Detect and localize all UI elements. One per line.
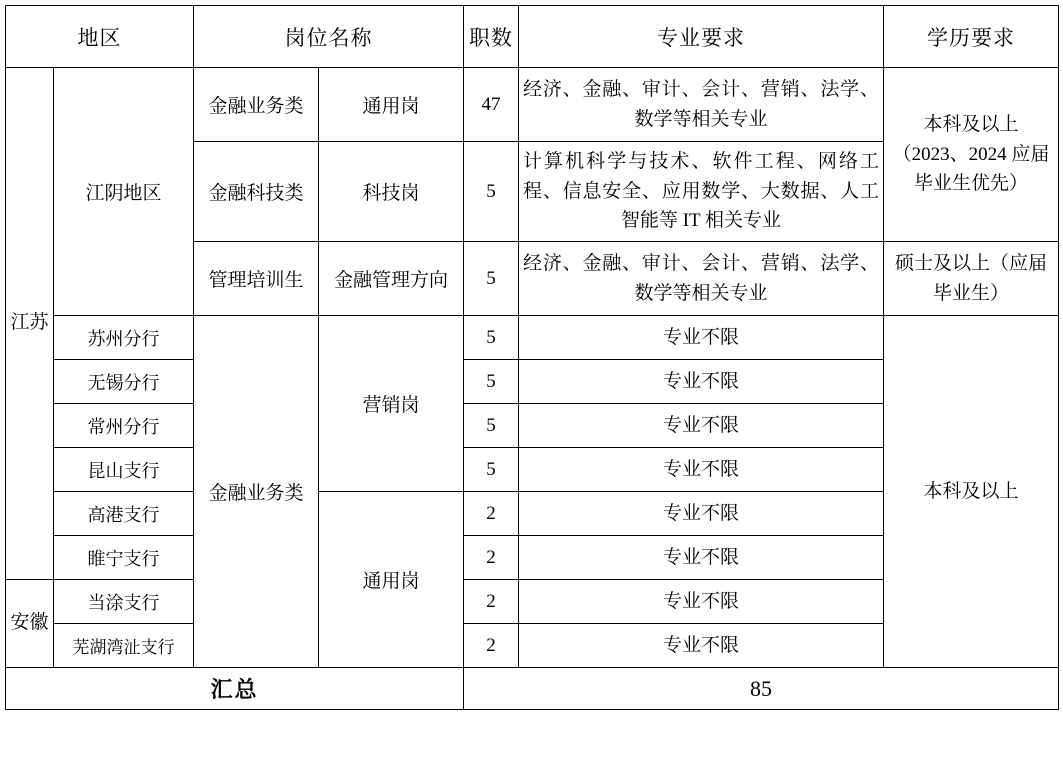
count-jiangyin-tech: 5 — [464, 142, 519, 242]
post-type-fintech: 金融科技类 — [194, 142, 319, 242]
province-jiangsu: 江苏 — [6, 68, 54, 580]
area-wuhuwanzhi: 芜湖湾沚支行 — [54, 624, 194, 668]
table-row — [6, 316, 1059, 360]
recruitment-table-page — [0, 5, 1063, 762]
total-label: 汇总 — [6, 668, 464, 710]
count-suzhou: 5 — [464, 316, 519, 360]
area-wuxi: 无锡分行 — [54, 360, 194, 404]
count-wuxi: 5 — [464, 360, 519, 404]
header-education: 学历要求 — [884, 6, 1059, 68]
area-suining: 睢宁支行 — [54, 536, 194, 580]
area-dangtu: 当涂支行 — [54, 580, 194, 624]
count-kunshan: 5 — [464, 448, 519, 492]
post-name-marketing: 营销岗 — [319, 316, 464, 492]
count-wuhuwanzhi: 2 — [464, 624, 519, 668]
header-post-name: 岗位名称 — [194, 6, 464, 68]
count-gaogang: 2 — [464, 492, 519, 536]
area-jiangyin: 江阴地区 — [54, 68, 194, 316]
post-name-general: 通用岗 — [319, 68, 464, 142]
education-bachelor-pref: 本科及以上（2023、2024 应届毕业生优先） — [884, 68, 1059, 242]
header-major: 专业要求 — [519, 6, 884, 68]
count-dangtu: 2 — [464, 580, 519, 624]
area-changzhou: 常州分行 — [54, 404, 194, 448]
major-unlimited: 专业不限 — [519, 404, 884, 448]
major-trainee: 经济、金融、审计、会计、营销、法学、数学等相关专业 — [519, 242, 884, 316]
count-changzhou: 5 — [464, 404, 519, 448]
recruitment-table — [5, 5, 1059, 710]
major-business: 经济、金融、审计、会计、营销、法学、数学等相关专业 — [519, 68, 884, 142]
major-unlimited: 专业不限 — [519, 360, 884, 404]
area-gaogang: 高港支行 — [54, 492, 194, 536]
post-type-finance-business: 金融业务类 — [194, 68, 319, 142]
table-header-row — [6, 6, 1059, 68]
education-bachelor: 本科及以上 — [884, 316, 1059, 668]
major-unlimited: 专业不限 — [519, 536, 884, 580]
major-unlimited: 专业不限 — [519, 448, 884, 492]
table-row — [6, 68, 1059, 142]
count-jiangyin-trainee: 5 — [464, 242, 519, 316]
table-total-row — [6, 668, 1059, 710]
total-value: 85 — [464, 668, 1059, 710]
area-suzhou: 苏州分行 — [54, 316, 194, 360]
major-tech: 计算机科学与技术、软件工程、网络工程、信息安全、应用数学、大数据、人工智能等 IT 相关专业 — [519, 142, 884, 242]
header-region: 地区 — [6, 6, 194, 68]
province-anhui: 安徽 — [6, 580, 54, 668]
post-name-general-2: 通用岗 — [319, 492, 464, 668]
count-jiangyin-general: 47 — [464, 68, 519, 142]
post-type-finance-business-2: 金融业务类 — [194, 316, 319, 668]
header-positions: 职数 — [464, 6, 519, 68]
post-type-management-trainee: 管理培训生 — [194, 242, 319, 316]
major-unlimited: 专业不限 — [519, 492, 884, 536]
count-suining: 2 — [464, 536, 519, 580]
major-unlimited: 专业不限 — [519, 580, 884, 624]
area-kunshan: 昆山支行 — [54, 448, 194, 492]
major-unlimited: 专业不限 — [519, 624, 884, 668]
post-name-finance-mgmt: 金融管理方向 — [319, 242, 464, 316]
post-name-tech: 科技岗 — [319, 142, 464, 242]
education-master: 硕士及以上（应届毕业生） — [884, 242, 1059, 316]
major-unlimited: 专业不限 — [519, 316, 884, 360]
